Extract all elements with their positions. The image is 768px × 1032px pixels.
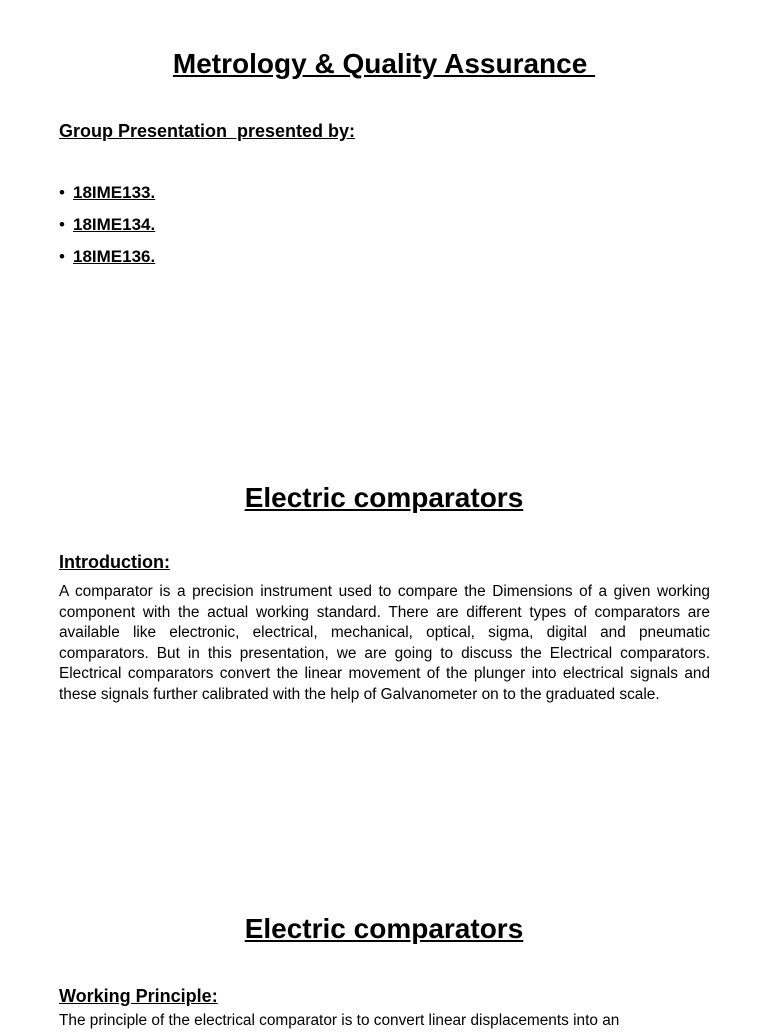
group-presentation-heading: Group Presentation presented by: [59,121,356,141]
introduction-heading: Introduction: [59,552,170,572]
member-id: 18IME136. [73,247,156,266]
list-item [59,180,155,212]
member-list [59,180,155,276]
list-item [59,244,155,276]
bullet-icon: • [59,215,65,234]
working-principle-heading: Working Principle: [59,986,218,1006]
section-title: Electric comparators [244,913,524,944]
section-title: Electric comparators [244,482,524,513]
bullet-icon: • [59,247,65,266]
bullet-icon: • [59,183,65,202]
introduction-paragraph: A comparator is a precision instrument used to compare the Dimensions of a given working component with the actual working standard. There are different types of comparators are available like electronic, electrical, mechanical, optical, sigma, digital and pneumatic comparators. But in this presentation, we are going to discuss the Electrical comparators. Electrical comparators convert the linear movement of the plunger into electrical signals and these signals further calibrated with the help of Galvanometer on to the graduated scale. [59,583,710,703]
list-item [59,212,155,244]
page-title: Metrology & Quality Assurance [172,48,596,79]
member-id: 18IME133. [73,183,156,202]
working-principle-paragraph: The principle of the electrical comparator is to convert linear displacements into an [59,1012,620,1029]
member-id: 18IME134. [73,215,156,234]
